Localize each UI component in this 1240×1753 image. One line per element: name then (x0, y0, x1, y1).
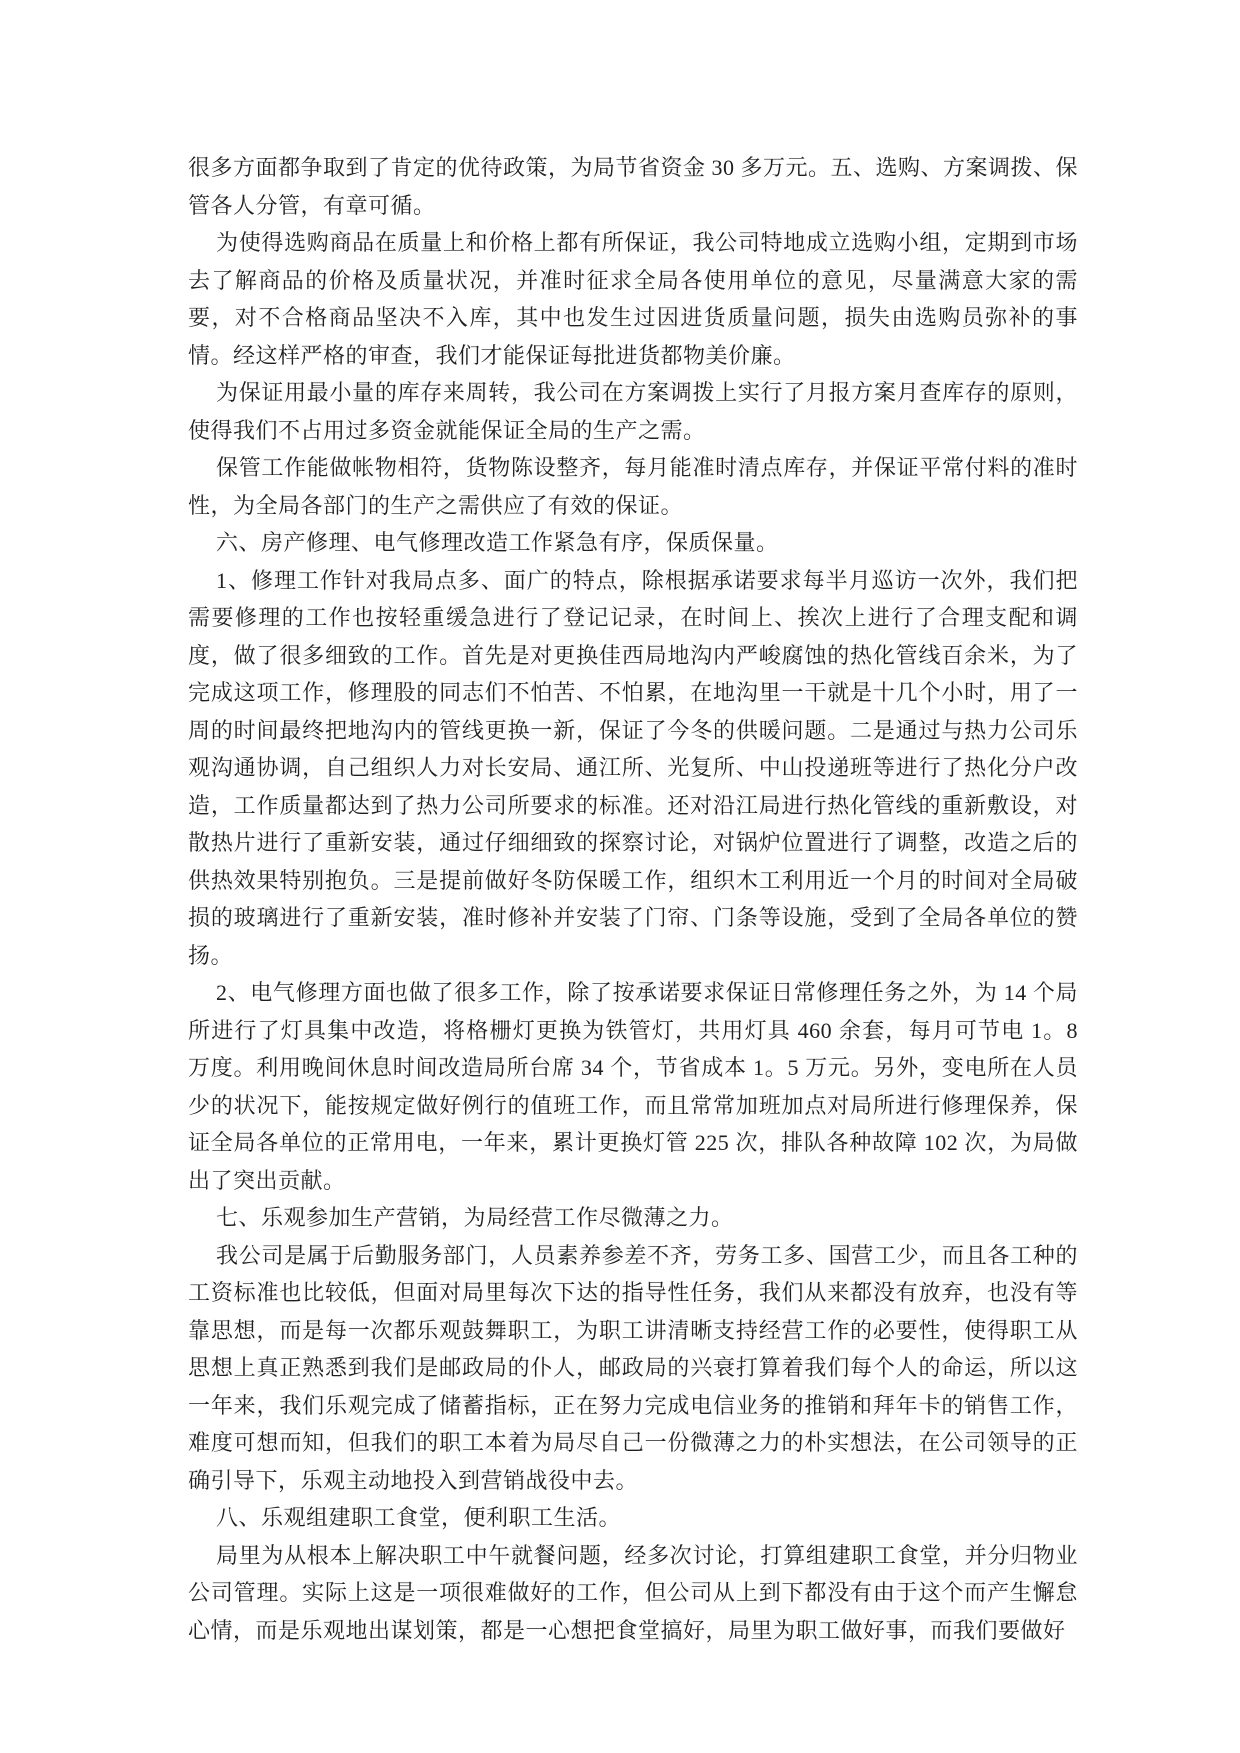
paragraph-storage: 保管工作能做帐物相符，货物陈设整齐，每月能准时清点库存，并保证平常付料的准时性，为全局各部门的生产之需供应了有效的保证。 (188, 455, 1078, 518)
paragraph-repair-work: 1、修理工作针对我局点多、面广的特点，除根据承诺要求每半月巡访一次外，我们把需要修理的工作也按轻重缓急进行了登记记录，在时间上、挨次上进行了合理支配和调度，做了很多细致的工作。首先是对更换佳西局地沟内严峻腐蚀的热化管线百余米，为了完成这项工作，修理股的同志们不怕苦、不怕累，在地沟里一干就是十几个小时，用了一周的时间最终把地沟内的管线更换一新，保证了今冬的供暖问题。二是通过与热力公司乐观沟通协调，自己组织人力对长安局、通江所、光复所、中山投递班等进行了热化分户改造，工作质量都达到了热力公司所要求的标准。还对沿江局进行热化管线的重新敷设，对散热片进行了重新安装，通过仔细细致的探察讨论，对锅炉位置进行了调整，改造之后的供热效果特别抱负。三是提前做好冬防保暖工作，组织木工利用近一个月的时间对全局破损的玻璃进行了重新安装，准时修补并安装了门帘、门条等设施，受到了全局各单位的赞扬。 (188, 567, 1078, 968)
paragraph-procurement: 为使得选购商品在质量上和价格上都有所保证，我公司特地成立选购小组，定期到市场去了解商品的价格及质量状况，并准时征求全局各使用单位的意见，尽量满意大家的需要，对不合格商品坚决不入库，其中也发生过因进货质量问题，损失由选购员弥补的事情。经这样严格的审查，我们才能保证每批进货都物美价廉。 (188, 230, 1078, 368)
paragraph-inventory: 为保证用最小量的库存来周转，我公司在方案调拨上实行了月报方案月查库存的原则，使得我们不占用过多资金就能保证全局的生产之需。 (188, 380, 1078, 443)
section-heading-eight: 八、乐观组建职工食堂，便利职工生活。 (216, 1505, 622, 1530)
section-heading-six: 六、房产修理、电气修理改造工作紧急有序，保质保量。 (216, 530, 779, 555)
section-heading-seven: 七、乐观参加生产营销，为局经营工作尽微薄之力。 (216, 1205, 734, 1230)
paragraph-electrical-repair: 2、电气修理方面也做了很多工作，除了按承诺要求保证日常修理任务之外，为 14 个局所进行了灯具集中改造，将格栅灯更换为铁管灯，共用灯具 460 余套，每月可节电 1。8 万度。利用晚间休息时间改造局所台席 34 个，节省成本 1。5 万元。另外，变电所在人员少的状况下，能按规定做好例行的值班工作，而且常常加班加点对局所进行修理保养，保证全局各单位的正常用电，一年来，累计更换灯管 225 次，排队各种故障 102 次，为局做出了突出贡献。 (188, 980, 1078, 1193)
paragraph-canteen: 局里为从根本上解决职工中午就餐问题，经多次讨论，打算组建职工食堂，并分归物业公司管理。实际上这是一项很难做好的工作，但公司从上到下都没有由于这个而产生懈怠心情，而是乐观地出谋划策，都是一心想把食堂搞好，局里为职工做好事，而我们要做好 (188, 1542, 1078, 1643)
paragraph-marketing: 我公司是属于后勤服务部门，人员素养参差不齐，劳务工多、国营工少，而且各工种的工资标准也比较低，但面对局里每次下达的指导性任务，我们从来都没有放弃，也没有等靠思想，而是每一次都乐观鼓舞职工，为职工讲清晰支持经营工作的必要性，使得职工从思想上真正熟悉到我们是邮政局的仆人，邮政局的兴衰打算着我们每个人的命运，所以这一年来，我们乐观完成了储蓄指标，正在努力完成电信业务的推销和拜年卡的销售工作，难度可想而知，但我们的职工本着为局尽自己一份微薄之力的朴实想法，在公司领导的正确引导下，乐观主动地投入到营销战役中去。 (188, 1242, 1078, 1493)
paragraph-continuation: 很多方面都争取到了肯定的优待政策，为局节省资金 30 多万元。五、选购、方案调拨、保管各人分管，有章可循。 (188, 155, 1079, 218)
